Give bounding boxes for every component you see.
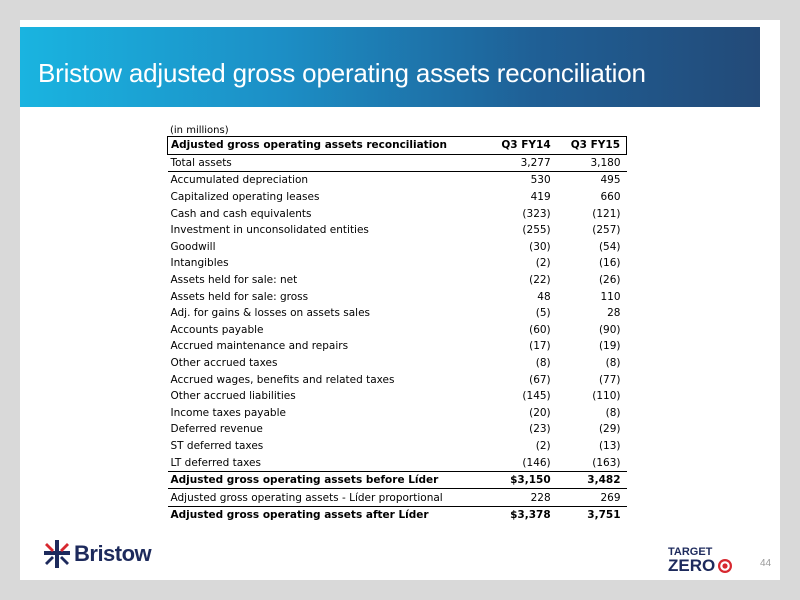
table-row [168,272,627,289]
reconciliation-table [167,136,627,524]
row-q3fy15: (121) [592,207,621,220]
row-q3fy15: (29) [598,423,621,436]
row-label: Deferred revenue [170,423,263,436]
row-q3fy14: (2) [535,257,551,270]
slide-title: Bristow adjusted gross operating assets reconciliation [38,58,646,88]
header-q3fy14: Q3 FY14 [485,137,557,155]
title-band [20,27,760,107]
row-label: Accumulated depreciation [170,174,309,187]
company-name: Bristow [74,541,152,566]
row-q3fy14: (8) [535,357,551,370]
row-q3fy14: (255) [522,224,551,237]
row-q3fy15: 28 [607,307,621,320]
target-zero-line1: TARGET [668,546,713,558]
row-label: Other accrued taxes [170,357,278,370]
row-q3fy15: (8) [605,357,621,370]
row-label: Goodwill [170,240,216,253]
row-q3fy15: (257) [592,224,621,237]
row-label: Accrued maintenance and repairs [170,340,349,353]
target-zero-line2: ZERO [668,556,716,575]
row-q3fy15: 110 [600,290,621,303]
row-q3fy15: (163) [557,454,627,471]
table-row [168,338,627,355]
row-q3fy14: (60) [529,323,551,336]
table-header-row [168,137,627,155]
row-label: Income taxes payable [170,406,286,419]
slide [20,20,780,580]
table-row [168,322,627,339]
bristow-logo-icon [44,540,70,568]
row-label: ST deferred taxes [170,439,264,452]
row-label: Accounts payable [170,323,264,336]
target-icon [717,558,733,574]
table-row [168,154,627,172]
row-q3fy14: $3,378 [510,509,551,522]
total-row [168,507,627,524]
table-row [168,489,627,507]
header-q3fy15: Q3 FY15 [557,137,627,155]
table-row [168,371,627,388]
row-q3fy15: (13) [598,439,621,452]
table-row [168,288,627,305]
row-q3fy14: (23) [529,423,551,436]
row-q3fy15: 3,180 [557,154,627,172]
table-row [168,205,627,222]
table-row [168,255,627,272]
row-q3fy14: (20) [529,406,551,419]
row-q3fy14: (5) [535,307,551,320]
row-q3fy14: (323) [522,207,551,220]
row-q3fy15: 269 [557,489,627,507]
row-q3fy15: (77) [598,373,621,386]
row-label: Total assets [168,154,485,172]
row-q3fy15: 660 [600,191,621,204]
row-q3fy14: 228 [485,489,557,507]
row-label: Adjusted gross operating assets before Líder [168,471,485,489]
table-row [168,438,627,455]
row-q3fy14: (145) [522,390,551,403]
row-label: Adjusted gross operating assets after Líder [170,509,429,522]
table-row [168,421,627,438]
header-label: Adjusted gross operating assets reconciliation [168,137,485,155]
row-q3fy14: 3,277 [485,154,557,172]
row-label: Intangibles [170,257,229,270]
row-q3fy14: (67) [529,373,551,386]
row-q3fy14: (17) [529,340,551,353]
row-q3fy14: 419 [530,191,551,204]
row-label: Capitalized operating leases [170,191,320,204]
table-row [168,189,627,206]
row-q3fy15: 3,751 [587,509,621,522]
target-zero-logo [668,546,733,574]
row-label: Investment in unconsolidated entities [170,224,369,237]
row-q3fy14: (30) [529,240,551,253]
row-q3fy14: (22) [529,274,551,287]
row-q3fy14: (146) [485,454,557,471]
row-q3fy15: 495 [600,174,621,187]
row-label: Adj. for gains & losses on assets sales [170,307,371,320]
row-q3fy14: $3,150 [485,471,557,489]
table-row [168,239,627,256]
row-label: Assets held for sale: gross [170,290,309,303]
row-q3fy15: (19) [598,340,621,353]
table-row [168,305,627,322]
row-q3fy15: (110) [592,390,621,403]
table-row [168,388,627,405]
row-q3fy15: (16) [598,257,621,270]
table-row [168,355,627,372]
table-row [168,405,627,422]
units-note: (in millions) [170,125,229,136]
row-label: LT deferred taxes [168,454,485,471]
row-q3fy15: (90) [598,323,621,336]
row-q3fy15: (54) [598,240,621,253]
row-label: Adjusted gross operating assets - Líder proportional [168,489,485,507]
row-q3fy15: 3,482 [557,471,627,489]
row-q3fy15: (26) [598,274,621,287]
row-label: Assets held for sale: net [170,274,298,287]
row-label: Accrued wages, benefits and related taxes [170,373,395,386]
table-row [168,222,627,239]
subtotal-row [168,471,627,489]
row-q3fy15: (8) [605,406,621,419]
bristow-logo [44,540,151,568]
page-number: 44 [760,558,772,569]
table-row [168,172,627,189]
row-q3fy14: 48 [537,290,551,303]
row-q3fy14: 530 [530,174,551,187]
row-label: Cash and cash equivalents [170,207,312,220]
table-row [168,454,627,471]
row-label: Other accrued liabilities [170,390,296,403]
row-q3fy14: (2) [535,439,551,452]
